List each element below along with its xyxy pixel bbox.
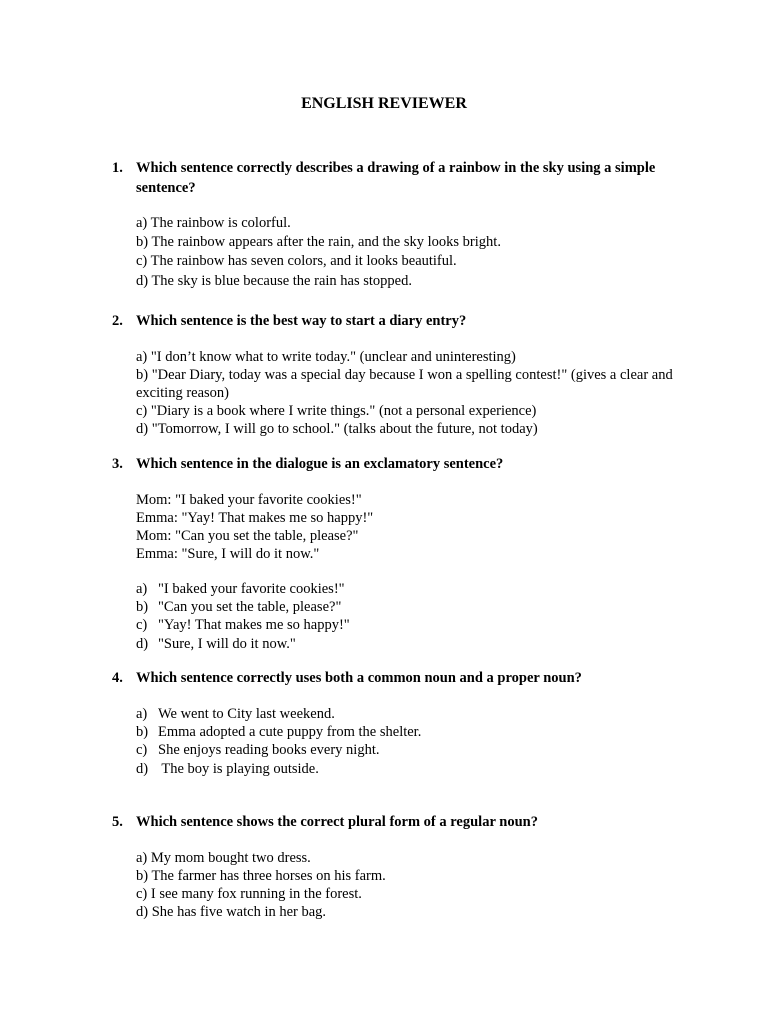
option-d: [136, 635, 692, 653]
option-d: d) The sky is blue because the rain has stopped.: [136, 272, 412, 289]
option-a: a) "I don’t know what to write today." (unclear and uninteresting): [136, 349, 516, 365]
question-number: 4.: [112, 670, 123, 686]
option-a: a) The rainbow is colorful.: [136, 215, 291, 231]
option-text: "Yay! That makes me so happy!": [158, 617, 350, 634]
question-number: 1.: [112, 160, 123, 176]
option-b: b) The farmer has three horses on his farm.: [136, 868, 386, 884]
options-list: [136, 348, 692, 438]
option-c: c) The rainbow has seven colors, and it looks beautiful.: [136, 253, 457, 270]
option-d: [136, 760, 692, 778]
option-text: She enjoys reading books every night.: [158, 742, 380, 759]
option-text: The boy is playing outside.: [158, 760, 319, 777]
question-4: [112, 668, 692, 778]
dialogue-line: Emma: "Yay! That makes me so happy!": [136, 510, 374, 526]
options-list: [136, 214, 692, 291]
option-text: "I baked your favorite cookies!": [158, 581, 345, 597]
option-letter: d): [136, 760, 149, 777]
question-number: 3.: [112, 456, 123, 472]
option-text: We went to City last weekend.: [158, 706, 335, 722]
question-heading: [112, 668, 692, 688]
options-list: [136, 705, 692, 778]
option-d: d) "Tomorrow, I will go to school." (talks about the future, not today): [136, 421, 538, 437]
option-letter: b): [136, 599, 149, 616]
question-text: Which sentence shows the correct plural form of a regular noun?: [136, 814, 538, 830]
option-c: [136, 616, 692, 634]
question-3: [112, 454, 692, 653]
dialogue-line: Mom: "I baked your favorite cookies!": [136, 492, 362, 508]
option-b: [136, 598, 692, 616]
option-text: "Can you set the table, please?": [158, 599, 342, 616]
option-letter: c): [136, 617, 148, 634]
option-b: b) "Dear Diary, today was a special day because I won a spelling contest!" (gives a clear and exciting reason): [136, 367, 673, 401]
option-d: d) She has five watch in her bag.: [136, 904, 327, 920]
question-heading: [112, 311, 692, 331]
page-title: ENGLISH REVIEWER: [301, 95, 467, 112]
dialogue-line: Mom: "Can you set the table, please?": [136, 528, 359, 544]
option-c: c) "Diary is a book where I write things." (not a personal experience): [136, 403, 537, 419]
options-list: [136, 580, 692, 653]
dialogue-line: Emma: "Sure, I will do it now.": [136, 546, 320, 562]
option-text: Emma adopted a cute puppy from the shelter.: [158, 724, 422, 741]
option-b: b) The rainbow appears after the rain, and the sky looks bright.: [136, 234, 501, 251]
option-letter: a): [136, 706, 148, 722]
option-a: [136, 580, 692, 598]
question-2: [112, 311, 692, 438]
option-a: [136, 705, 692, 723]
question-5: [112, 812, 692, 921]
option-c: [136, 741, 692, 759]
option-letter: c): [136, 742, 148, 759]
question-text: Which sentence is the best way to start a diary entry?: [136, 313, 467, 329]
option-letter: b): [136, 724, 149, 741]
question-text: Which sentence correctly describes a drawing of a rainbow in the sky using a simple sentence?: [136, 160, 656, 196]
question-heading: [112, 454, 692, 474]
option-c: c) I see many fox running in the forest.: [136, 886, 362, 902]
options-list: [136, 849, 692, 921]
question-text: Which sentence in the dialogue is an exclamatory sentence?: [136, 456, 504, 472]
question-heading: [112, 812, 692, 832]
question-number: 5.: [112, 814, 123, 830]
dialogue: [136, 491, 692, 563]
question-1: [112, 158, 692, 291]
option-text: "Sure, I will do it now.": [158, 635, 296, 652]
option-letter: d): [136, 635, 149, 652]
option-letter: a): [136, 581, 148, 597]
question-text: Which sentence correctly uses both a common noun and a proper noun?: [136, 670, 582, 686]
question-number: 2.: [112, 313, 123, 329]
question-heading: [112, 158, 692, 198]
option-a: a) My mom bought two dress.: [136, 850, 311, 866]
option-b: [136, 723, 692, 741]
